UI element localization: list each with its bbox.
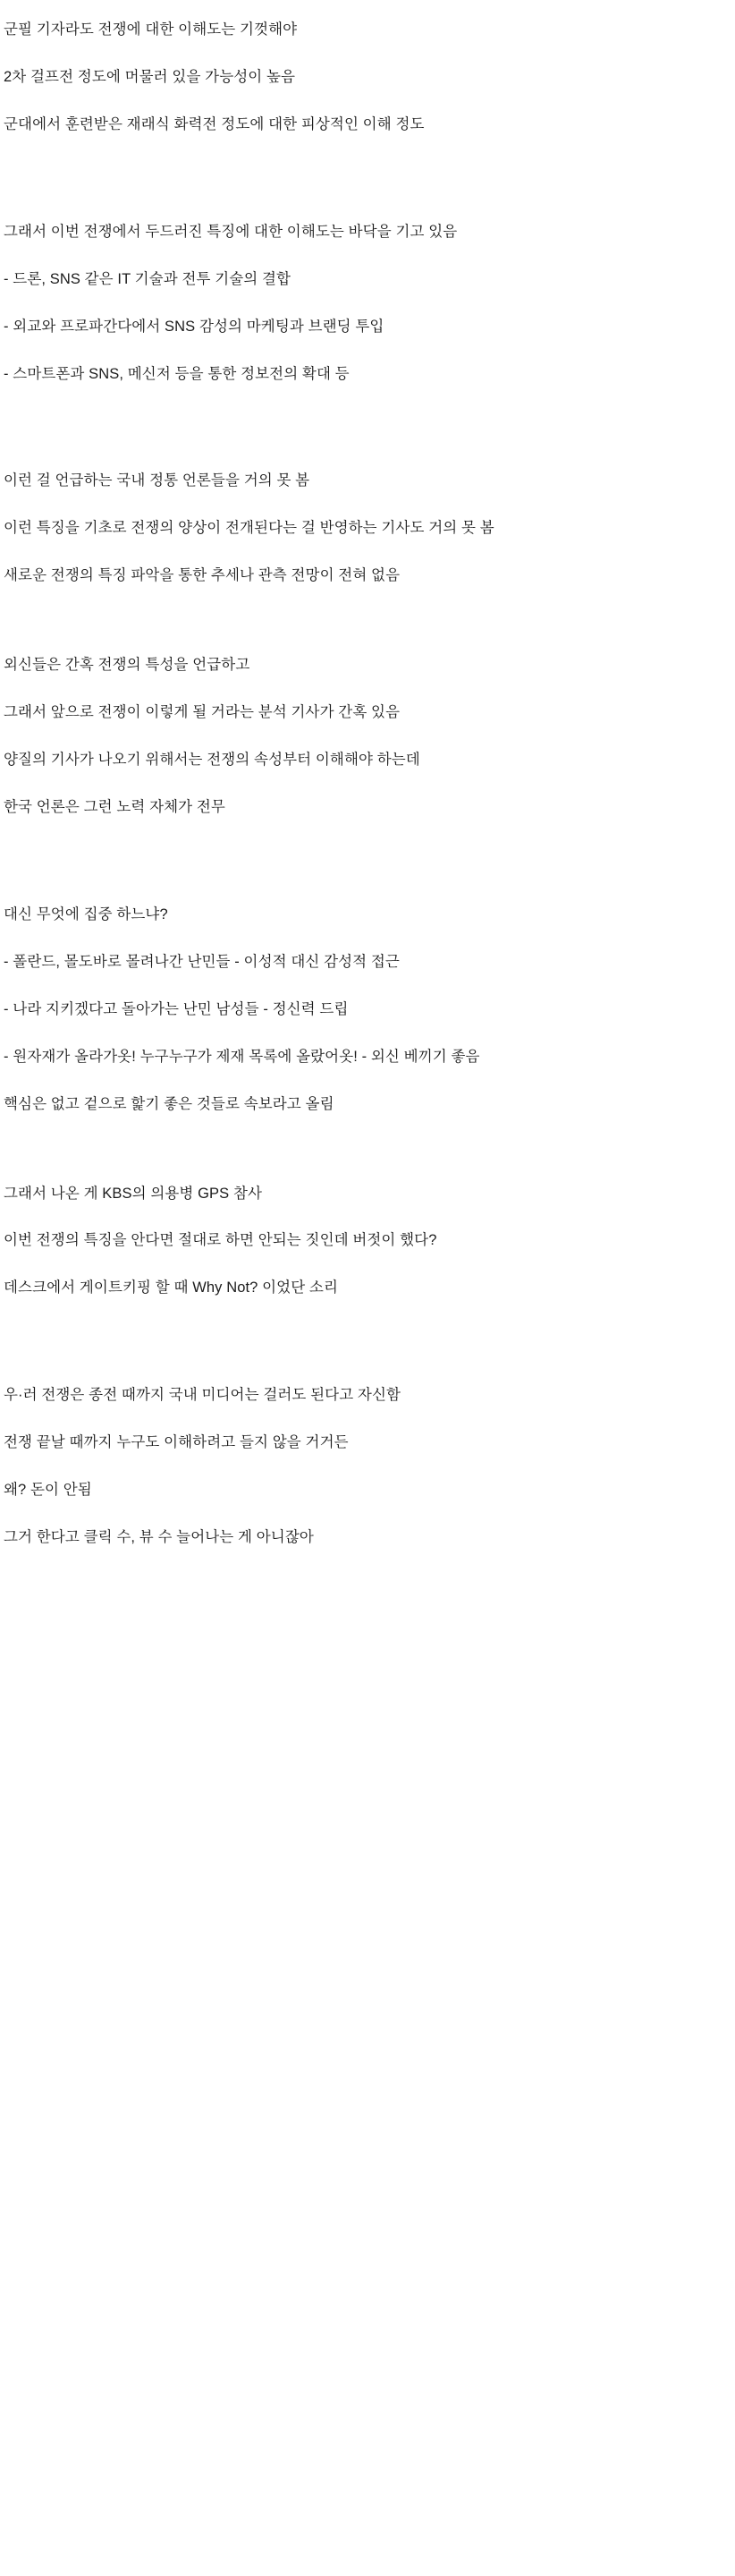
text-line: 이런 특징을 기초로 전쟁의 양상이 전개된다는 걸 반영하는 기사도 거의 못 봄: [4, 520, 494, 537]
text-line: 데스크에서 게이트키핑 할 때 Why Not? 이었단 소리: [4, 1279, 339, 1297]
text-line: 왜? 돈이 안됨: [4, 1482, 92, 1499]
paragraph-spacer: [0, 136, 735, 222]
text-line: 군필 기자라도 전쟁에 대한 이해도는 기껏해야: [4, 21, 298, 38]
text-line: 한국 언론은 그런 노력 자체가 전무: [4, 798, 225, 815]
paragraph-spacer: [0, 587, 735, 655]
paragraph-spacer: [0, 1407, 735, 1433]
paragraph-spacer: [0, 385, 735, 471]
text-line: 전쟁 끝날 때까지 누구도 이해하려고 들지 않을 거거든: [4, 1434, 349, 1451]
paragraph-spacer: [0, 89, 735, 115]
paragraph-spacer: [0, 1299, 735, 1385]
text-line: 군대에서 훈련받은 재래식 화력전 정도에 대한 피상적인 이해 정도: [4, 115, 425, 132]
text-line: 그래서 앞으로 전쟁이 이렇게 될 거라는 분석 기사가 간혹 있음: [4, 704, 401, 721]
paragraph-spacer: [0, 1252, 735, 1278]
paragraph-spacer: [0, 771, 735, 797]
text-line: 양질의 기사가 나오기 위해서는 전쟁의 속성부터 이해해야 하는데: [4, 752, 420, 769]
text-line: - 원자재가 올라가옷! 누구누구가 제재 목록에 올랐어옷! - 외신 베끼기 좋음: [4, 1048, 480, 1065]
paragraph-spacer: [0, 819, 735, 905]
text-line: - 폴란드, 몰도바로 몰려나간 난민들 - 이성적 대신 감성적 접근: [4, 953, 400, 970]
text-line: - 스마트폰과 SNS, 메신저 등을 통한 정보전의 확대 등: [4, 365, 350, 382]
paragraph-spacer: [0, 243, 735, 269]
paragraph-spacer: [0, 1501, 735, 1527]
text-line: 대신 무엇에 집중 하느냐?: [4, 905, 168, 922]
text-line: 새로운 전쟁의 특징 파악을 통한 추세나 관측 전망이 전혀 없음: [4, 567, 401, 584]
paragraph-spacer: [0, 1021, 735, 1047]
paragraph-spacer: [0, 724, 735, 750]
paragraph-spacer: [0, 1068, 735, 1094]
paragraph-spacer: [0, 291, 735, 317]
text-line: - 외교와 프로파간다에서 SNS 감성의 마케팅과 브랜딩 투입: [4, 318, 384, 335]
paragraph-spacer: [0, 540, 735, 565]
text-line: 이런 걸 언급하는 국내 정통 언론들을 거의 못 봄: [4, 472, 310, 489]
paragraph-spacer: [0, 492, 735, 518]
paragraph-spacer: [0, 973, 735, 999]
paragraph-spacer: [0, 41, 735, 67]
paragraph-spacer: [0, 1116, 735, 1184]
paragraph-spacer: [0, 1204, 735, 1230]
paragraph-spacer: [0, 926, 735, 952]
text-line: 우·러 전쟁은 종전 때까지 국내 미디어는 걸러도 된다고 자신함: [4, 1387, 401, 1404]
text-line: 핵심은 없고 겉으로 핥기 좋은 것들로 속보라고 올림: [4, 1095, 334, 1112]
text-line: 이번 전쟁의 특징을 안다면 절대로 하면 안되는 짓인데 버젓이 했다?: [4, 1232, 437, 1249]
text-line: 그래서 나온 게 KBS의 의용병 GPS 참사: [4, 1185, 263, 1202]
paragraph-spacer: [0, 676, 735, 702]
text-line: 그래서 이번 전쟁에서 두드러진 특징에 대한 이해도는 바닥을 기고 있음: [4, 223, 458, 240]
text-line: - 나라 지키겠다고 돌아가는 난민 남성들 - 정신력 드립: [4, 1000, 349, 1017]
text-line: 외신들은 간혹 전쟁의 특성을 언급하고: [4, 657, 250, 674]
paragraph-spacer: [0, 1454, 735, 1480]
paragraph-spacer: [0, 338, 735, 364]
text-line: - 드론, SNS 같은 IT 기술과 전투 기술의 결합: [4, 270, 291, 287]
text-line: 그거 한다고 클릭 수, 뷰 수 늘어나는 게 아니잖아: [4, 1529, 314, 1546]
text-line: 2차 걸프전 정도에 머물러 있을 가능성이 높음: [4, 68, 296, 85]
